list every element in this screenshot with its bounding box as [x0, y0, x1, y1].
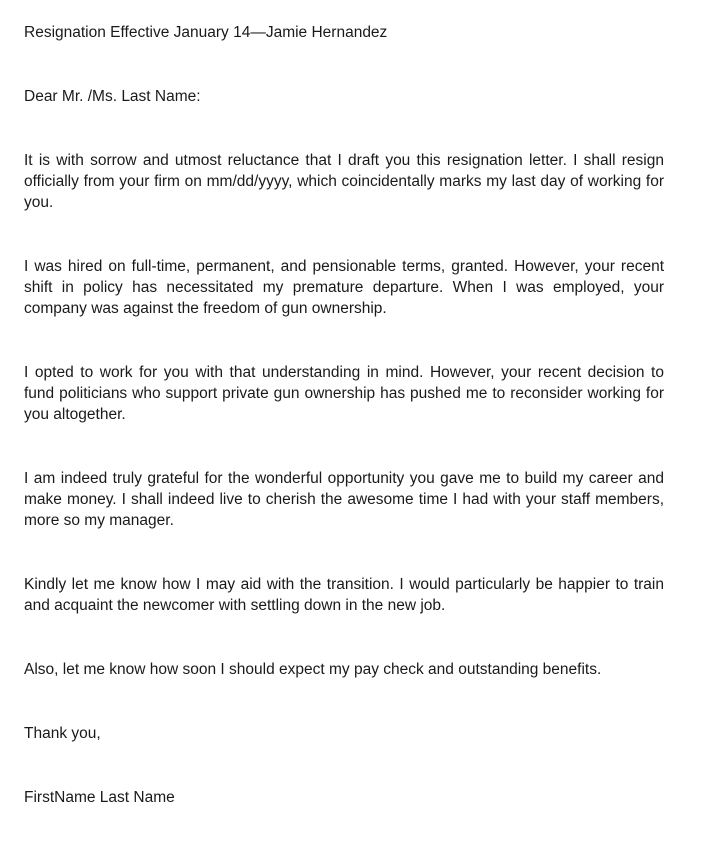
resignation-letter	[24, 22, 664, 808]
letter-paragraph: I opted to work for you with that understanding in mind. However, your recent decision to fund politicians who support private gun ownership has pushed me to reconsider working for you altogether.	[24, 364, 664, 423]
letter-closing: Thank you,	[24, 725, 101, 742]
letter-signature: FirstName Last Name	[24, 789, 175, 806]
letter-paragraph: Kindly let me know how I may aid with the transition. I would particularly be happier to train and acquaint the newcomer with settling down in the new job.	[24, 576, 664, 614]
letter-paragraph: I am indeed truly grateful for the wonderful opportunity you gave me to build my career and make money. I shall indeed live to cherish the awesome time I had with your staff members, more so my manager.	[24, 470, 664, 529]
letter-salutation: Dear Mr. /Ms. Last Name:	[24, 88, 201, 105]
letter-paragraph: Also, let me know how soon I should expect my pay check and outstanding benefits.	[24, 661, 602, 678]
letter-paragraph: It is with sorrow and utmost reluctance that I draft you this resignation letter. I shall resign officially from your firm on mm/dd/yyyy, which coincidentally marks my last day of working for you.	[24, 152, 664, 211]
letter-subject: Resignation Effective January 14—Jamie Hernandez	[24, 24, 388, 41]
letter-paragraph: I was hired on full-time, permanent, and pensionable terms, granted. However, your recent shift in policy has necessitated my premature departure. When I was employed, your company was against the freedom of gun ownership.	[24, 258, 664, 317]
